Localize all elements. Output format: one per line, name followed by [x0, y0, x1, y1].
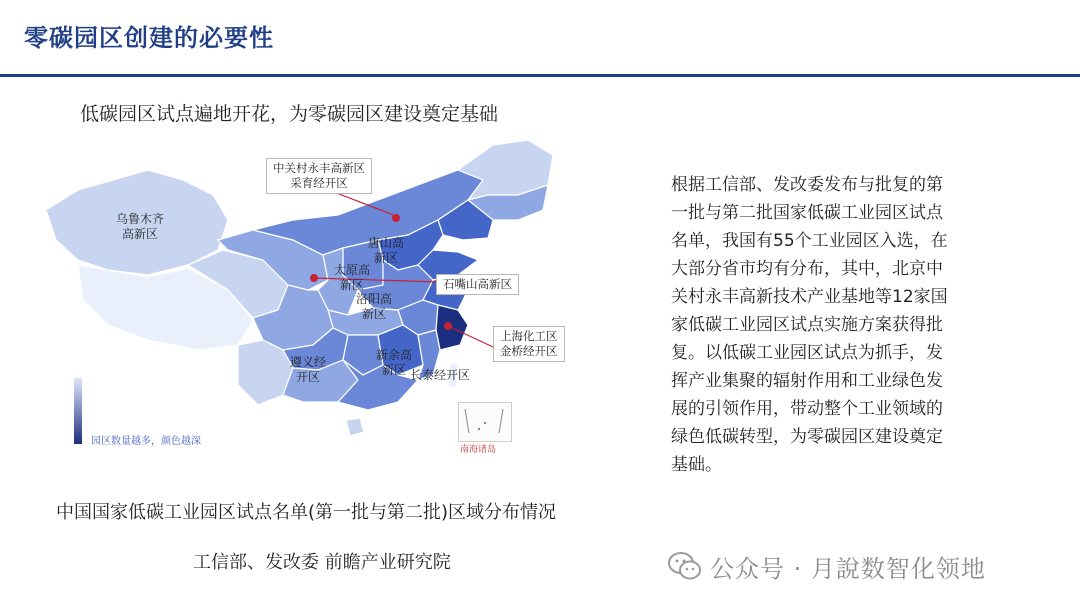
body-line: 一批与第二批国家低碳工业园区试点	[671, 203, 943, 223]
label-tangshan: 唐山高 新区	[368, 236, 405, 265]
legend-gradient-bar	[74, 378, 82, 444]
region-hainan	[346, 418, 364, 436]
marker-shizuishan	[310, 274, 318, 282]
label-wulumuqi: 乌鲁木齐 高新区	[116, 212, 165, 241]
source-note: 工信部、发改委 前瞻产业研究院	[193, 552, 451, 573]
body-paragraph	[671, 171, 969, 479]
map-caption: 中国国家低碳工业园区试点名单(第一批与第二批)区域分布情况	[56, 502, 557, 523]
body-line: 大部分省市均有分布，其中，北京中	[671, 259, 943, 279]
legend-text: 园区数量越多，颜色越深	[91, 436, 201, 447]
label-changtai: 长泰经开区	[410, 368, 471, 382]
body-line: 家低碳工业园区试点实施方案获得批	[671, 315, 943, 335]
label-xinyu: 新余高 新区	[376, 348, 413, 377]
callout-shizuishan: 石嘴山高新区	[436, 274, 519, 295]
label-taiyuan: 太原高 新区	[334, 263, 371, 292]
callout-shanghai: 上海化工区 金桥经开区	[493, 326, 565, 362]
china-map	[38, 140, 598, 460]
south-china-sea-inset	[458, 402, 512, 442]
body-line: 名单，我国有55个工业园区入选，在	[671, 231, 948, 251]
watermark-text: 公众号 · 月說数智化领地	[710, 554, 986, 583]
marker-zhongguancun	[392, 214, 400, 222]
page-title: 零碳园区创建的必要性	[24, 24, 274, 52]
wechat-watermark	[668, 548, 986, 584]
header-divider	[0, 74, 1080, 77]
map-subtitle: 低碳园区试点遍地开花，为零碳园区建设奠定基础	[80, 103, 499, 125]
inset-label: 南海诸岛	[460, 445, 497, 455]
body-line: 根据工信部、发改委发布与批复的第	[671, 175, 943, 195]
body-line: 绿色低碳转型，为零碳园区建设奠定	[671, 427, 943, 447]
marker-shanghai	[444, 322, 452, 330]
body-line: 展的引领作用，带动整个工业领域的	[671, 399, 943, 419]
wechat-icon	[668, 551, 702, 581]
body-line: 挥产业集聚的辐射作用和工业绿色发	[671, 371, 943, 391]
body-line: 基础。	[671, 455, 722, 475]
body-line: 复。以低碳工业园区试点为抓手，发	[671, 343, 943, 363]
label-luoyang: 洛阳高 新区	[356, 292, 393, 321]
label-zunyi: 遵义经 开区	[290, 355, 327, 384]
body-line: 关村永丰高新技术产业基地等12家国	[671, 287, 948, 307]
callout-zhongguancun: 中关村永丰高新区 采育经开区	[266, 158, 372, 194]
south-sea-inset-svg	[459, 403, 511, 441]
